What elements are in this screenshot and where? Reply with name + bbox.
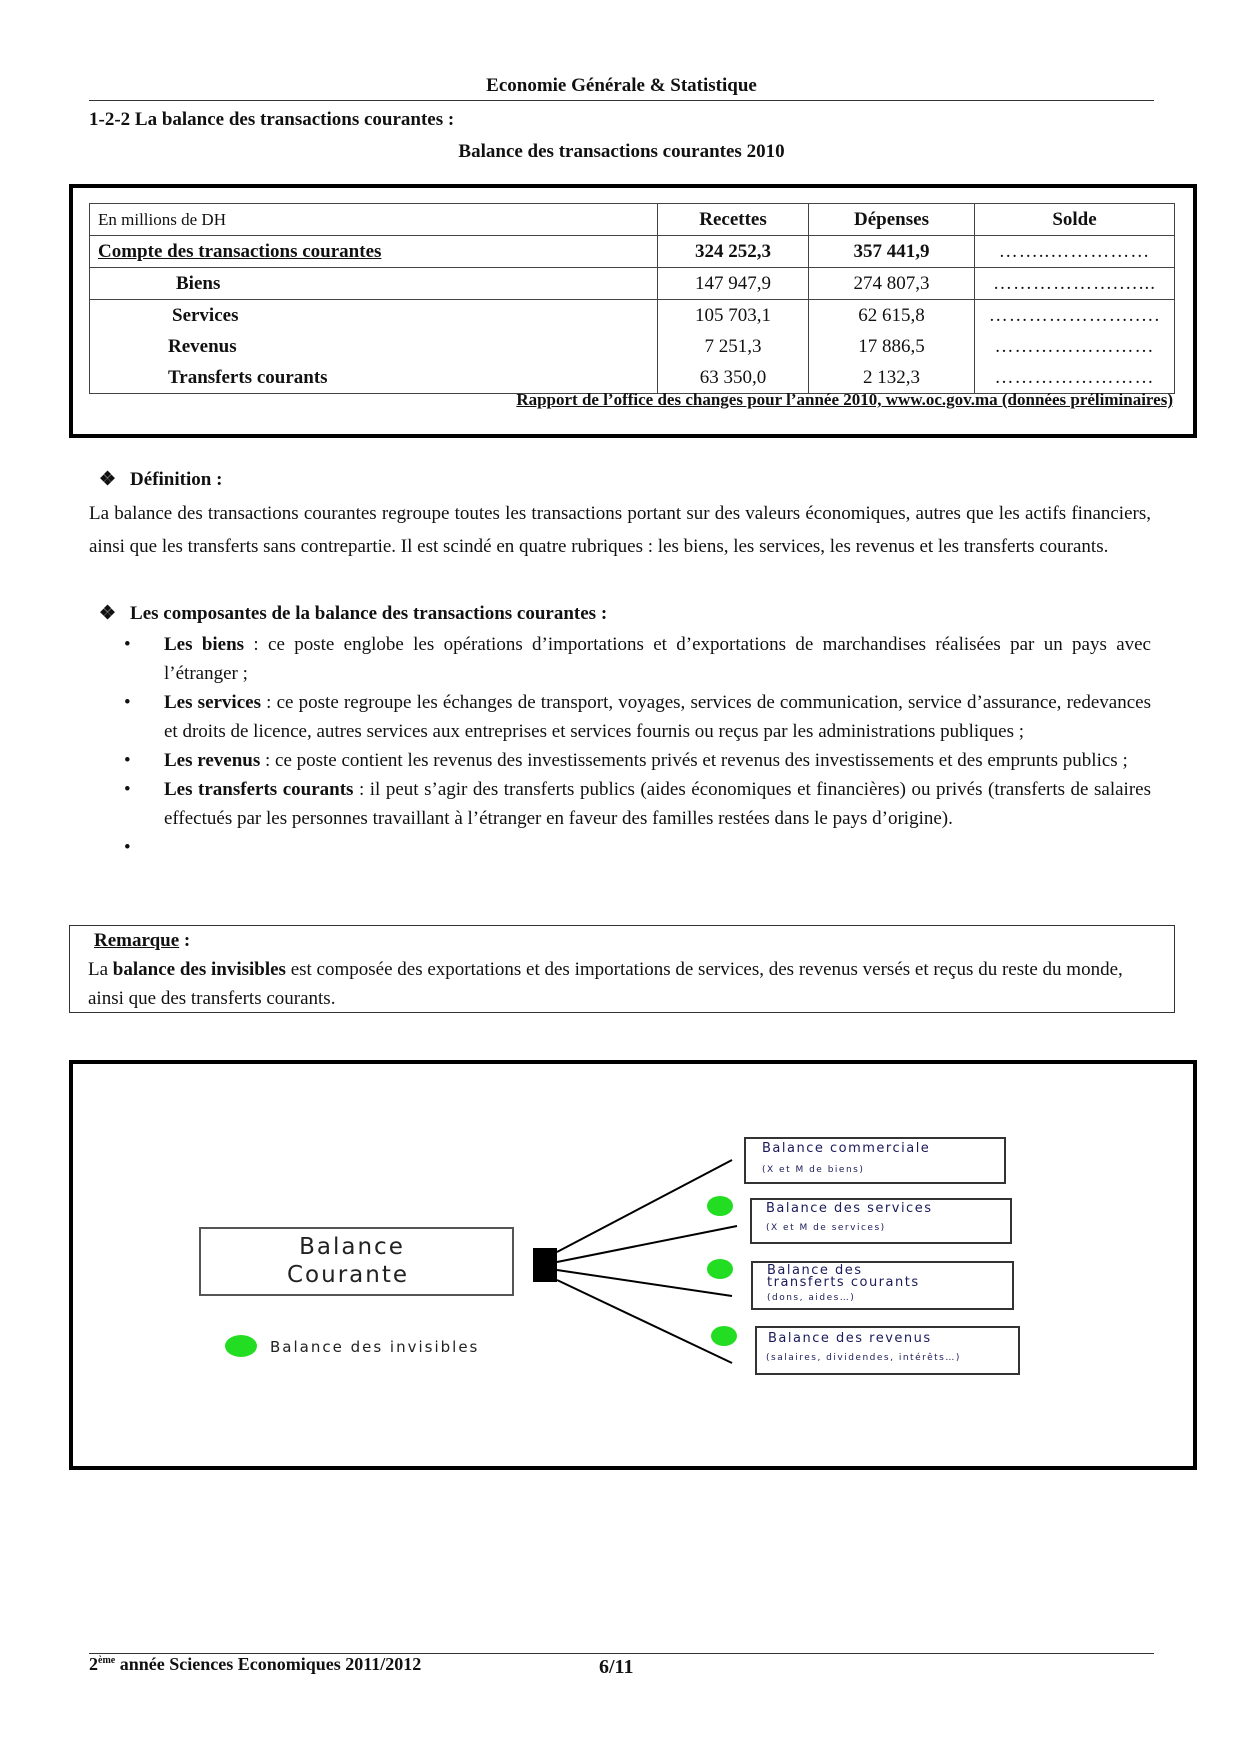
cell-depenses: 62 615,8 — [809, 300, 975, 332]
item-term: Les biens — [164, 634, 245, 655]
box-sub: (X et M de biens) — [762, 1165, 865, 1175]
page-number: 6/11 — [599, 1656, 634, 1678]
footer-sup: ème — [98, 1655, 116, 1666]
row-label: Transferts courants — [90, 362, 658, 394]
remark-heading: Remarque — [94, 930, 180, 951]
remark-bold: balance des invisibles — [112, 959, 286, 980]
cell-depenses: 2 132,3 — [809, 362, 975, 394]
row-label: Biens — [90, 268, 658, 300]
box-title: Balance des revenus — [768, 1331, 932, 1346]
box-title: Balance des — [767, 1263, 863, 1278]
connector-line — [557, 1226, 737, 1262]
item-term: Les transferts courants — [164, 779, 354, 800]
box-sub: (X et M de services) — [766, 1223, 886, 1233]
section-title: 1-2-2 La balance des transactions courantes : — [89, 109, 455, 130]
item-text: : ce poste englobe les opérations d’importations et d’exportations de marchandises réalisées par un pays avec l’étranger ; — [164, 634, 1151, 684]
item-term: Les services — [164, 692, 261, 713]
footer-prefix: 2 — [89, 1654, 98, 1674]
row-label: Services — [90, 300, 658, 332]
connector-lines — [557, 1160, 737, 1363]
legend-label: Balance des invisibles — [270, 1338, 480, 1356]
definition-heading-text: Définition : — [130, 469, 223, 490]
box-title: Balance commerciale — [762, 1141, 931, 1156]
cell-depenses: 357 441,9 — [809, 236, 975, 268]
connector-line — [557, 1160, 732, 1252]
cell-recettes: 324 252,3 — [658, 236, 809, 268]
legend-marker-icon — [225, 1335, 257, 1357]
invisible-marker-icon — [711, 1326, 737, 1346]
remark-pre: La — [88, 959, 113, 980]
diamond-bullet-icon: ❖ — [99, 469, 117, 490]
cell-recettes: 105 703,1 — [658, 300, 809, 332]
remark-colon: : — [179, 930, 191, 951]
cell-recettes: 147 947,9 — [658, 268, 809, 300]
box-title-2: transferts courants — [767, 1275, 920, 1290]
cell-solde: …………………… — [975, 331, 1175, 362]
diamond-bullet-icon: ❖ — [99, 603, 117, 624]
row-label: Revenus — [90, 331, 658, 362]
cell-solde: ……………….…... — [975, 268, 1175, 300]
item-text: : il peut s’agir des transferts publics (aides économiques et financières) ou privés (transferts de salaires effectués par les personnes travaillant à l’étranger en faveur des familles restées dans le pays d’origine). — [164, 779, 1151, 829]
invisible-marker-icon — [707, 1259, 733, 1279]
cell-depenses: 17 886,5 — [809, 331, 975, 362]
cell-solde: ……..…………… — [975, 236, 1175, 268]
junction-square — [533, 1248, 557, 1282]
item-text: : ce poste contient les revenus des investissements privés et revenus des investissements et des emprunts publics ; — [260, 750, 1128, 771]
footer-text: année Sciences Economiques 2011/2012 — [115, 1654, 422, 1674]
col-header-solde: Solde — [975, 204, 1175, 236]
item-term: Les revenus — [164, 750, 261, 771]
definition-text: La balance des transactions courantes regroupe toutes les transactions portant sur des valeurs économiques, autres que les actifs financiers, ainsi que les transferts sans contrepartie. Il est scindé en quatre rubriques : les biens, les services, les revenus et les transferts courants. — [89, 503, 1151, 557]
cell-depenses: 274 807,3 — [809, 268, 975, 300]
cell-recettes: 7 251,3 — [658, 331, 809, 362]
cell-recettes: 63 350,0 — [658, 362, 809, 394]
remark-post: est composée des exportations et des importations de services, des revenus versés et reçus du reste du monde, ainsi que des transferts courants. — [88, 959, 1123, 1009]
col-header-unit: En millions de DH — [90, 204, 658, 236]
col-header-depenses: Dépenses — [809, 204, 975, 236]
cell-solde: ………………….…. — [975, 300, 1175, 332]
box-sub: (salaires, dividendes, intérêts…) — [766, 1353, 961, 1363]
item-text: : ce poste regroupe les échanges de transport, voyages, services de communication, service d’assurance, redevances et droits de licence, autres services aux entreprises et services fournis ou reçus par les administrations publiques ; — [164, 692, 1151, 742]
invisible-marker-icon — [707, 1196, 733, 1216]
root-label-1: Balance — [299, 1234, 405, 1260]
box-title: Balance des services — [766, 1201, 933, 1216]
table-title: Balance des transactions courantes 2010 — [458, 141, 785, 162]
col-header-recettes: Recettes — [658, 204, 809, 236]
root-label-2: Courante — [286, 1262, 410, 1288]
table-source: Rapport de l’office des changes pour l’année 2010, www.oc.gov.ma (données préliminaires) — [516, 390, 1173, 409]
page-header: Economie Générale & Statistique — [89, 75, 1154, 101]
row-label: Compte des transactions courantes — [90, 236, 658, 268]
cell-solde: …………………… — [975, 362, 1175, 394]
page-footer — [89, 1653, 1154, 1678]
components-heading-text: Les composantes de la balance des transactions courantes : — [130, 603, 608, 624]
box-sub: (dons, aides…) — [767, 1293, 856, 1303]
